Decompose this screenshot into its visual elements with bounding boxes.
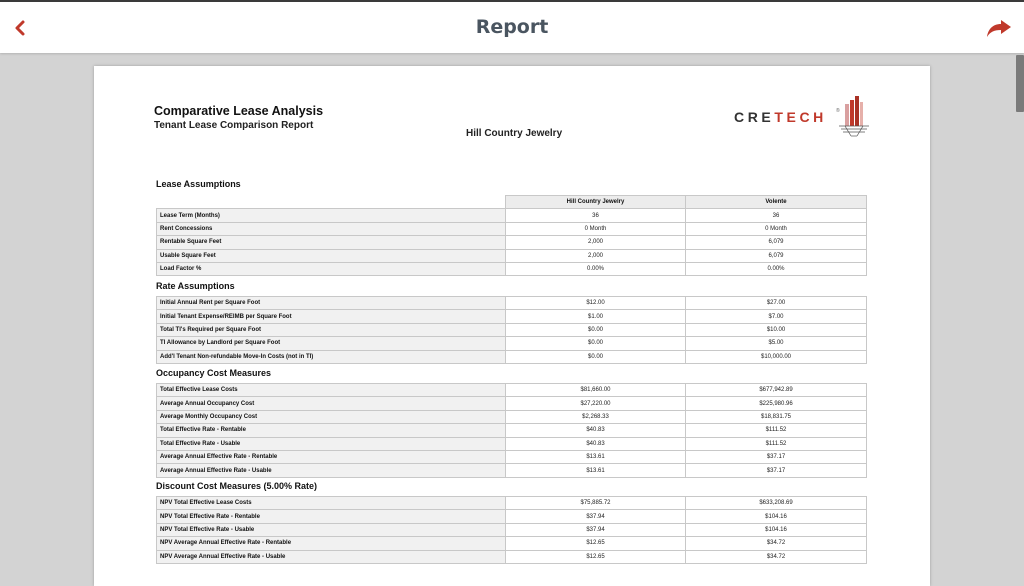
- section-title: Lease Assumptions: [156, 179, 241, 189]
- row-label: Total Effective Lease Costs: [157, 384, 506, 397]
- row-value: $225,980.96: [686, 397, 867, 410]
- row-value: $40.83: [506, 437, 686, 450]
- row-label: Usable Square Feet: [157, 249, 506, 262]
- row-value: $13.61: [506, 450, 686, 463]
- row-value: $13.61: [506, 464, 686, 477]
- row-label: Total Effective Rate - Rentable: [157, 424, 506, 437]
- column-header: Hill Country Jewelry: [506, 196, 686, 209]
- table-row: [157, 523, 867, 536]
- logo-wordmark: CRETECH: [734, 109, 827, 125]
- row-value: $27.00: [686, 297, 867, 310]
- row-value: $0.00: [506, 323, 686, 336]
- row-value: $12.65: [506, 537, 686, 550]
- row-value: $37.94: [506, 523, 686, 536]
- vertical-scrollbar[interactable]: [1014, 53, 1024, 576]
- table-row: [157, 350, 867, 363]
- row-value: 6,079: [686, 236, 867, 249]
- section-title: Discount Cost Measures (5.00% Rate): [156, 481, 318, 491]
- row-label: Rent Concessions: [157, 222, 506, 235]
- report-title: Comparative Lease Analysis: [154, 104, 324, 118]
- building-logo-icon: [837, 96, 871, 138]
- table-row: [157, 209, 867, 222]
- row-label: Initial Annual Rent per Square Foot: [157, 297, 506, 310]
- row-value: $34.72: [686, 537, 867, 550]
- row-label: Average Annual Effective Rate - Usable: [157, 464, 506, 477]
- row-value: $37.94: [506, 510, 686, 523]
- row-value: $37.17: [686, 464, 867, 477]
- row-label: Rentable Square Feet: [157, 236, 506, 249]
- row-value: 0 Month: [506, 222, 686, 235]
- table-row: [157, 497, 867, 510]
- report-page: [94, 66, 930, 586]
- table-row: [157, 437, 867, 450]
- cretech-logo: [734, 96, 874, 140]
- row-value: 2,000: [506, 249, 686, 262]
- row-value: $0.00: [506, 337, 686, 350]
- table-row: [157, 310, 867, 323]
- table-row: [157, 424, 867, 437]
- row-value: $1.00: [506, 310, 686, 323]
- row-label: Add'l Tenant Non-refundable Move-In Costs (not in TI): [157, 350, 506, 363]
- row-label: TI Allowance by Landlord per Square Foot: [157, 337, 506, 350]
- top-app-bar: [0, 0, 1024, 53]
- lease-assumptions-table: [156, 195, 867, 276]
- row-value: $81,660.00: [506, 384, 686, 397]
- table-row: [157, 537, 867, 550]
- row-value: $0.00: [506, 350, 686, 363]
- scrollbar-thumb[interactable]: [1016, 55, 1024, 112]
- row-value: $7.00: [686, 310, 867, 323]
- report-client-name: Hill Country Jewelry: [466, 128, 563, 139]
- row-value: $2,268.33: [506, 410, 686, 423]
- row-label: Total Effective Rate - Usable: [157, 437, 506, 450]
- table-row: [157, 464, 867, 477]
- row-value: $633,208.69: [686, 497, 867, 510]
- row-label: Average Annual Effective Rate - Rentable: [157, 450, 506, 463]
- table-row: [157, 222, 867, 235]
- table-header-blank: [157, 196, 506, 209]
- table-row: [157, 297, 867, 310]
- row-value: 36: [686, 209, 867, 222]
- table-row: [157, 410, 867, 423]
- occupancy-cost-table: [156, 383, 867, 478]
- row-value: $34.72: [686, 550, 867, 563]
- row-label: Lease Term (Months): [157, 209, 506, 222]
- row-value: $111.52: [686, 437, 867, 450]
- row-value: $677,942.89: [686, 384, 867, 397]
- row-value: $18,831.75: [686, 410, 867, 423]
- report-subtitle: Tenant Lease Comparison Report: [154, 120, 314, 131]
- row-value: 2,000: [506, 236, 686, 249]
- table-row: [157, 550, 867, 563]
- row-label: NPV Average Annual Effective Rate - Usable: [157, 550, 506, 563]
- table-row: [157, 397, 867, 410]
- row-value: 6,079: [686, 249, 867, 262]
- table-row: [157, 262, 867, 275]
- rate-assumptions-table: [156, 296, 867, 364]
- column-header: Volente: [686, 196, 867, 209]
- row-value: $37.17: [686, 450, 867, 463]
- row-value: $12.65: [506, 550, 686, 563]
- row-value: $10,000.00: [686, 350, 867, 363]
- logo-registered-mark: ®: [836, 108, 840, 114]
- row-value: $104.16: [686, 523, 867, 536]
- share-arrow-icon[interactable]: [984, 14, 1014, 42]
- table-row: [157, 510, 867, 523]
- row-label: NPV Total Effective Lease Costs: [157, 497, 506, 510]
- row-value: 36: [506, 209, 686, 222]
- row-value: $10.00: [686, 323, 867, 336]
- table-row: [157, 450, 867, 463]
- discount-cost-table: [156, 496, 867, 564]
- row-label: NPV Average Annual Effective Rate - Rentable: [157, 537, 506, 550]
- row-value: 0.00%: [686, 262, 867, 275]
- row-label: Total TI's Required per Square Foot: [157, 323, 506, 336]
- table-row: [157, 384, 867, 397]
- row-label: Average Annual Occupancy Cost: [157, 397, 506, 410]
- row-label: NPV Total Effective Rate - Usable: [157, 523, 506, 536]
- row-value: 0 Month: [686, 222, 867, 235]
- table-row: [157, 323, 867, 336]
- section-title: Rate Assumptions: [156, 281, 235, 291]
- row-value: $5.00: [686, 337, 867, 350]
- section-title: Occupancy Cost Measures: [156, 368, 272, 378]
- row-value: $111.52: [686, 424, 867, 437]
- row-value: 0.00%: [506, 262, 686, 275]
- row-value: $104.16: [686, 510, 867, 523]
- row-value: $27,220.00: [506, 397, 686, 410]
- table-row: [157, 249, 867, 262]
- row-value: $12.00: [506, 297, 686, 310]
- table-header-row: [157, 196, 867, 209]
- table-row: [157, 337, 867, 350]
- row-label: Initial Tenant Expense/REIMB per Square Foot: [157, 310, 506, 323]
- page-title: Report: [475, 16, 549, 38]
- row-value: $75,885.72: [506, 497, 686, 510]
- row-label: NPV Total Effective Rate - Rentable: [157, 510, 506, 523]
- row-label: Load Factor %: [157, 262, 506, 275]
- table-row: [157, 236, 867, 249]
- row-value: $40.83: [506, 424, 686, 437]
- row-label: Average Monthly Occupancy Cost: [157, 410, 506, 423]
